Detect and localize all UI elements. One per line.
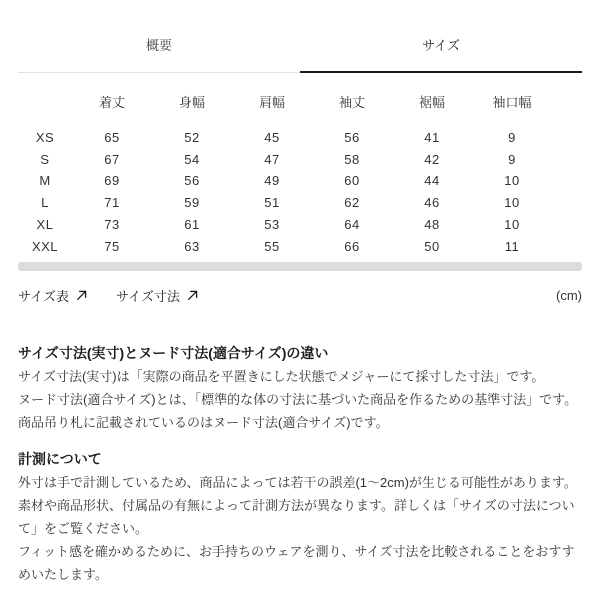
measurement-value: 53 bbox=[264, 216, 280, 232]
measurement-value: 59 bbox=[184, 195, 200, 211]
measurement-value: 41 bbox=[424, 130, 440, 145]
measurement-value: 9 bbox=[508, 130, 516, 145]
column-header: 身幅 bbox=[178, 95, 205, 110]
tab-overview[interactable] bbox=[18, 38, 300, 73]
column-header: 着丈 bbox=[98, 95, 125, 110]
table-row bbox=[18, 170, 552, 192]
section-heading: 計測について bbox=[18, 451, 102, 468]
table-row bbox=[18, 214, 552, 236]
measurement-value: 54 bbox=[184, 151, 200, 167]
measurement-value: 67 bbox=[104, 151, 120, 167]
tab-size[interactable] bbox=[300, 38, 582, 73]
measurement-value: 64 bbox=[344, 216, 360, 232]
section-paragraph: サイズ寸法(実寸)は「実際の商品を平置きにした状態でメジャーにて採寸した寸法」です。 bbox=[18, 369, 545, 385]
size-label: XL bbox=[36, 216, 54, 232]
measurement-value: 63 bbox=[184, 238, 200, 254]
measurement-value: 11 bbox=[504, 238, 520, 254]
measurement-value: 73 bbox=[104, 216, 120, 232]
section-paragraph: ヌード寸法(適合サイズ)とは、「標準的な体の寸法に基づいた商品を作るための基準寸法」です。 bbox=[18, 392, 578, 408]
external-link-arrow-icon bbox=[75, 289, 88, 302]
measurement-value: 48 bbox=[424, 216, 440, 232]
measurement-value: 56 bbox=[184, 173, 200, 189]
table-row bbox=[18, 149, 552, 171]
column-header: 袖丈 bbox=[338, 95, 365, 110]
measurement-value: 10 bbox=[504, 195, 520, 211]
measurement-value: 52 bbox=[184, 130, 200, 145]
measurement-value: 50 bbox=[424, 238, 440, 254]
measurement-value: 10 bbox=[504, 173, 520, 189]
size-table-header-row bbox=[18, 92, 552, 127]
links-row bbox=[18, 286, 582, 305]
size-label: XS bbox=[35, 130, 55, 145]
section-heading: サイズ寸法(実寸)とヌード寸法(適合サイズ)の違い bbox=[18, 345, 329, 362]
section-measurement-difference bbox=[18, 342, 582, 434]
measurement-value: 75 bbox=[104, 238, 120, 254]
measurement-value: 62 bbox=[344, 195, 360, 211]
table-row bbox=[18, 236, 552, 258]
size-label: M bbox=[39, 173, 51, 189]
measurement-value: 9 bbox=[508, 151, 516, 167]
section-paragraph: 外寸は手で計測しているため、商品によっては若干の誤差(1〜2cm)が生じる可能性があります。 bbox=[18, 475, 577, 491]
external-link-arrow-icon bbox=[186, 289, 199, 302]
measurement-value: 61 bbox=[184, 216, 200, 232]
size-table-corner-cell bbox=[18, 92, 72, 127]
table-row bbox=[18, 192, 552, 214]
measurement-value: 65 bbox=[104, 130, 120, 145]
table-row bbox=[18, 127, 552, 149]
measurement-value: 44 bbox=[424, 173, 440, 189]
size-label: XXL bbox=[31, 238, 59, 254]
section-paragraph: フィット感を確かめるために、お手持ちのウェアを測り、サイズ寸法を比較されることをおすすめいたします。 bbox=[18, 544, 575, 583]
tab-size-label: サイズ bbox=[422, 38, 460, 53]
column-header: 裾幅 bbox=[418, 95, 445, 110]
section-paragraph: 商品吊り札に記載されているのはヌード寸法(適合サイズ)です。 bbox=[18, 415, 389, 431]
unit-label: (cm) bbox=[556, 288, 582, 304]
measurement-value: 56 bbox=[344, 130, 360, 145]
measurement-value: 46 bbox=[424, 195, 440, 211]
measurement-value: 42 bbox=[424, 151, 440, 167]
measurement-value: 69 bbox=[104, 173, 120, 189]
measurement-value: 49 bbox=[264, 173, 280, 189]
measurement-value: 51 bbox=[264, 195, 280, 211]
size-measurement-link[interactable] bbox=[116, 286, 199, 305]
size-table bbox=[18, 92, 552, 257]
size-chart-link-label: サイズ表 bbox=[18, 289, 69, 305]
measurement-value: 71 bbox=[104, 195, 120, 211]
measurement-value: 10 bbox=[504, 216, 520, 232]
size-measurement-link-label: サイズ寸法 bbox=[115, 289, 180, 305]
measurement-value: 60 bbox=[344, 173, 360, 189]
size-chart-link[interactable] bbox=[18, 286, 88, 305]
tab-overview-label: 概要 bbox=[145, 38, 172, 53]
tab-bar bbox=[18, 38, 582, 73]
column-header: 肩幅 bbox=[258, 95, 285, 110]
measurement-value: 66 bbox=[344, 238, 360, 254]
section-about-measurement bbox=[18, 448, 582, 586]
column-header: 袖口幅 bbox=[492, 95, 532, 110]
size-label: L bbox=[41, 195, 49, 211]
measurement-value: 47 bbox=[264, 151, 280, 167]
measurement-value: 58 bbox=[344, 151, 360, 167]
size-label: S bbox=[40, 151, 50, 167]
horizontal-scrollbar[interactable] bbox=[18, 262, 582, 271]
measurement-value: 55 bbox=[264, 238, 280, 254]
measurement-value: 45 bbox=[264, 130, 280, 145]
section-paragraph: 素材や商品形状、付属品の有無によって計測方法が異なります。詳しくは「サイズの寸法について」をご覧ください。 bbox=[18, 498, 575, 537]
